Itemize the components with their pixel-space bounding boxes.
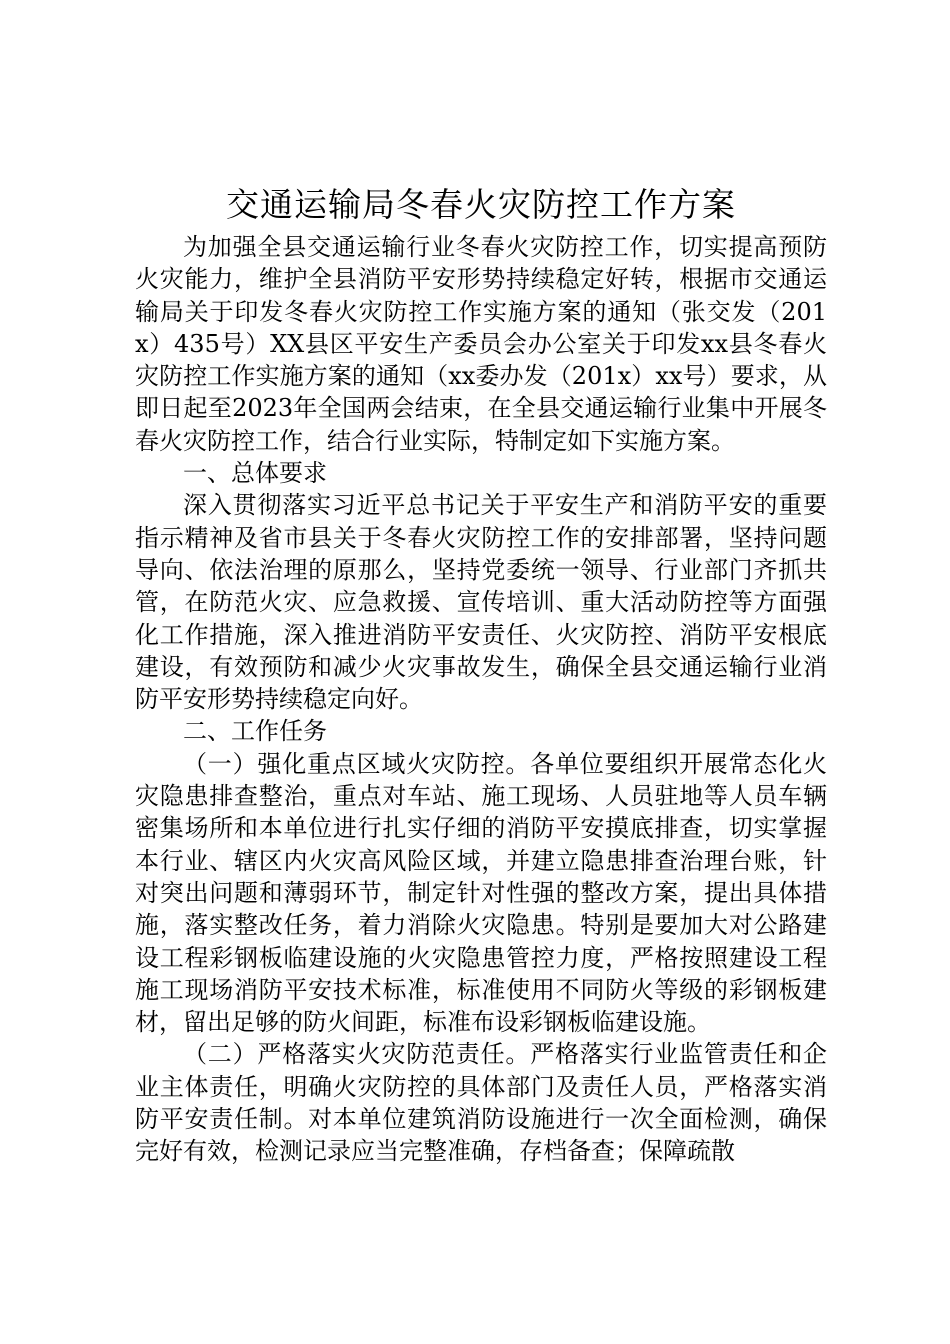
section-heading-general-requirements: 一、总体要求: [183, 459, 327, 488]
intro-paragraph: 为加强全县交通运输行业冬春火灾防控工作，切实提高预防火灾能力，维护全县消防平安形势持续稳定好转，根据市交通运输局关于印发冬春火灾防控工作实施方案的通知（张交发（201x）435号）XX县区平安生产委员会办公室关于印发xx县冬春火灾防控工作实施方案的通知（xx委办发（201x）xx号）要求，从即日起至2023年全国两会结束，在全县交通运输行业集中开展冬春火灾防控工作，结合行业实际，特制定如下实施方案。: [135, 233, 827, 455]
document-page: [135, 183, 827, 1168]
general-requirements-paragraph: 深入贯彻落实习近平总书记关于平安生产和消防平安的重要指示精神及省市县关于冬春火灾防控工作的安排部署，坚持问题导向、依法治理的原那么，坚持党委统一领导、行业部门齐抓共管，在防范火灾、应急救援、宣传培训、重大活动防控等方面强化工作措施，深入推进消防平安责任、火灾防控、消防平安根底建设，有效预防和减少火灾事故发生，确保全县交通运输行业消防平安形势持续稳定向好。: [135, 491, 827, 714]
task-paragraph-1: （一）强化重点区域火灾防控。各单位要组织开展常态化火灾隐患排查整治，重点对车站、施工现场、人员驻地等人员车辆密集场所和本单位进行扎实仔细的消防平安摸底排查，切实掌握本行业、辖区内火灾高风险区域，并建立隐患排查治理台账，针对突出问题和薄弱环节，制定针对性强的整改方案，提出具体措施，落实整改任务，着力消除火灾隐患。特别是要加大对公路建设工程彩钢板临建设施的火灾隐患管控力度，严格按照建设工程施工现场消防平安技术标准，标准使用不同防火等级的彩钢板建材，留出足够的防火间距，标准布设彩钢板临建设施。: [135, 749, 827, 1037]
task-paragraph-2: （二）严格落实火灾防范责任。严格落实行业监管责任和企业主体责任，明确火灾防控的具体部门及责任人员，严格落实消防平安责任制。对本单位建筑消防设施进行一次全面检测，确保完好有效，检测记录应当完整准确，存档备查；保障疏散: [135, 1040, 827, 1166]
section-heading-work-tasks: 二、工作任务: [183, 717, 327, 746]
document-title: 交通运输局冬春火灾防控工作方案: [226, 185, 736, 224]
